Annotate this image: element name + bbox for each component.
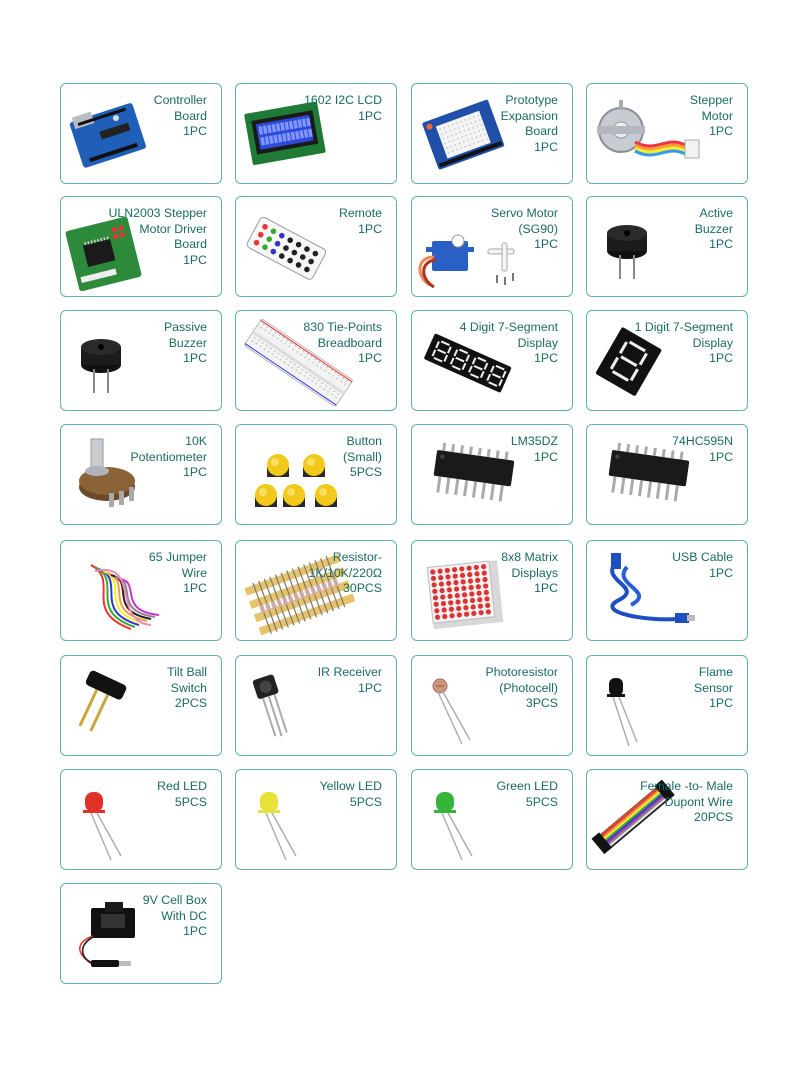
component-label — [264, 550, 382, 597]
component-label — [440, 550, 558, 597]
component-label-line: 1PC — [534, 449, 558, 464]
component-label-line: 8x8 Matrix — [501, 550, 558, 564]
component-label-line: 1PC — [534, 351, 558, 365]
component-label-line: 1PC — [358, 680, 382, 695]
component-label — [440, 320, 558, 367]
component-label — [89, 434, 207, 481]
component-label-line: 1PC — [709, 565, 733, 580]
component-label-line: 5PCS — [349, 794, 382, 809]
component-card-lcd-1602 — [235, 83, 397, 184]
component-card-usb-cable — [586, 540, 748, 641]
component-label-line: Breadboard — [317, 335, 382, 350]
component-card-flame-sensor — [586, 655, 748, 756]
component-label-line: 1K/10K/220Ω — [308, 565, 382, 580]
component-label-line: 1 Digit 7-Segment — [634, 320, 733, 334]
component-label — [440, 665, 558, 712]
component-label-line: 1PC — [183, 465, 207, 479]
component-label-line: 1PC — [534, 237, 558, 251]
component-label-line: (Photocell) — [499, 680, 558, 695]
component-label — [89, 320, 207, 367]
component-label-line: With DC — [161, 908, 207, 923]
component-label-line: 1PC — [709, 449, 733, 464]
component-label-line: 1PC — [183, 581, 207, 595]
component-card-prototype-board — [411, 83, 573, 184]
component-label-line: USB Cable — [672, 550, 733, 564]
component-label-line: 5PCS — [174, 794, 207, 809]
component-label — [615, 779, 733, 826]
component-label-line: Display — [517, 335, 558, 350]
component-label — [89, 665, 207, 712]
component-card-uln2003-driver — [60, 196, 222, 297]
component-label-line: 1PC — [358, 221, 382, 236]
component-label — [264, 665, 382, 696]
component-label-line: 30PCS — [343, 581, 382, 595]
component-label — [264, 93, 382, 124]
component-label-line: 4 Digit 7-Segment — [459, 320, 558, 334]
component-label — [440, 93, 558, 155]
component-card-controller-board — [60, 83, 222, 184]
component-label — [264, 434, 382, 481]
component-label-line: 1PC — [709, 351, 733, 365]
component-card-dupont-wire — [586, 769, 748, 870]
component-card-resistor — [235, 540, 397, 641]
component-card-servo-motor — [411, 196, 573, 297]
component-label-line: Tilt Ball — [167, 665, 207, 679]
component-label — [264, 320, 382, 367]
component-card-photoresistor — [411, 655, 573, 756]
component-label-line: (SG90) — [518, 221, 558, 236]
component-label — [89, 93, 207, 140]
component-label-line: 1PC — [183, 124, 207, 138]
component-label — [615, 320, 733, 367]
component-label-line: Remote — [338, 206, 382, 220]
component-label-line: 3PCS — [525, 696, 558, 710]
component-label-line: 1PC — [534, 581, 558, 595]
component-label-line: 1602 I2C LCD — [304, 93, 382, 107]
component-label — [615, 206, 733, 253]
component-label-line: Flame — [698, 665, 733, 679]
component-label-line: Resistor- — [332, 550, 382, 564]
component-label-line: Passive — [163, 320, 207, 334]
component-label-line: LM35DZ — [510, 434, 558, 448]
component-label-line: Board — [174, 108, 207, 123]
component-label-line: (Small) — [343, 449, 382, 464]
component-label-line: Female -to- Male — [640, 779, 733, 793]
component-label-line: 9V Cell Box — [142, 893, 207, 907]
component-label — [440, 779, 558, 810]
component-label-line: Displays — [511, 565, 558, 580]
component-label-line: Buzzer — [168, 335, 207, 350]
component-label-line: 1PC — [534, 139, 558, 154]
component-label-line: 2PCS — [174, 696, 207, 710]
component-card-ir-receiver — [235, 655, 397, 756]
component-card-passive-buzzer — [60, 310, 222, 411]
component-label-line: Photoresistor — [485, 665, 558, 679]
component-label — [264, 779, 382, 810]
component-card-button — [235, 424, 397, 525]
component-label-line: Sensor — [694, 680, 733, 695]
component-label-line: 1PC — [709, 124, 733, 138]
component-label-line: 10K — [185, 434, 207, 448]
component-label-line: Controller — [153, 93, 207, 107]
component-label-line: 1PC — [183, 252, 207, 267]
component-label — [615, 665, 733, 712]
component-label — [440, 434, 558, 465]
component-label — [89, 550, 207, 597]
component-label-line: Board — [525, 124, 558, 138]
component-label — [89, 893, 207, 940]
component-card-seg4 — [411, 310, 573, 411]
component-label-line: 20PCS — [694, 810, 733, 824]
component-label-line: Motor — [701, 108, 733, 123]
component-card-battery-box — [60, 883, 222, 984]
component-card-jumper-wire — [60, 540, 222, 641]
component-card-lm35dz — [411, 424, 573, 525]
component-label — [89, 206, 207, 268]
component-label-line: 1PC — [709, 237, 733, 251]
component-label-line: Stepper — [689, 93, 733, 107]
component-label-line: Buzzer — [694, 221, 733, 236]
component-label-line: 1PC — [358, 108, 382, 123]
component-label-line: Wire — [181, 565, 207, 580]
component-card-active-buzzer — [586, 196, 748, 297]
component-label — [615, 434, 733, 465]
component-label-line: Switch — [170, 680, 207, 695]
component-label-line: Display — [692, 335, 733, 350]
component-label-line: 5PCS — [349, 465, 382, 479]
component-card-remote — [235, 196, 397, 297]
component-card-green-led — [411, 769, 573, 870]
component-label-line: Servo Motor — [491, 206, 558, 220]
component-label-line: Green LED — [496, 779, 558, 793]
component-label-line: 1PC — [358, 351, 382, 365]
component-label — [264, 206, 382, 237]
component-label-line: Expansion — [500, 108, 558, 123]
component-card-stepper-motor — [586, 83, 748, 184]
component-label-line: IR Receiver — [317, 665, 382, 679]
component-card-red-led — [60, 769, 222, 870]
component-label-line: 65 Jumper — [148, 550, 207, 564]
component-card-hc595 — [586, 424, 748, 525]
component-card-seg1 — [586, 310, 748, 411]
component-label — [440, 206, 558, 253]
component-label-line: Yellow LED — [319, 779, 382, 793]
component-label-line: Potentiometer — [130, 449, 207, 464]
component-label-line: ULN2003 Stepper — [108, 206, 207, 220]
component-label — [615, 93, 733, 140]
component-label-line: Dupont Wire — [664, 794, 733, 809]
component-card-tilt-switch — [60, 655, 222, 756]
component-label — [89, 779, 207, 810]
component-card-potentiometer — [60, 424, 222, 525]
component-label-line: Board — [174, 237, 207, 251]
component-label-line: 1PC — [183, 924, 207, 938]
component-label-line: Motor Driver — [139, 221, 207, 236]
component-card-yellow-led — [235, 769, 397, 870]
component-card-matrix — [411, 540, 573, 641]
component-card-breadboard — [235, 310, 397, 411]
component-label — [615, 550, 733, 581]
component-label-line: 5PCS — [525, 794, 558, 809]
component-label-line: Prototype — [505, 93, 558, 107]
component-label-line: Active — [699, 206, 733, 220]
component-label-line: Red LED — [157, 779, 207, 793]
component-label-line: 1PC — [709, 696, 733, 710]
component-label-line: 830 Tie-Points — [303, 320, 382, 334]
component-label-line: 74HC595N — [672, 434, 733, 448]
component-label-line: 1PC — [183, 351, 207, 365]
component-label-line: Button — [346, 434, 382, 448]
